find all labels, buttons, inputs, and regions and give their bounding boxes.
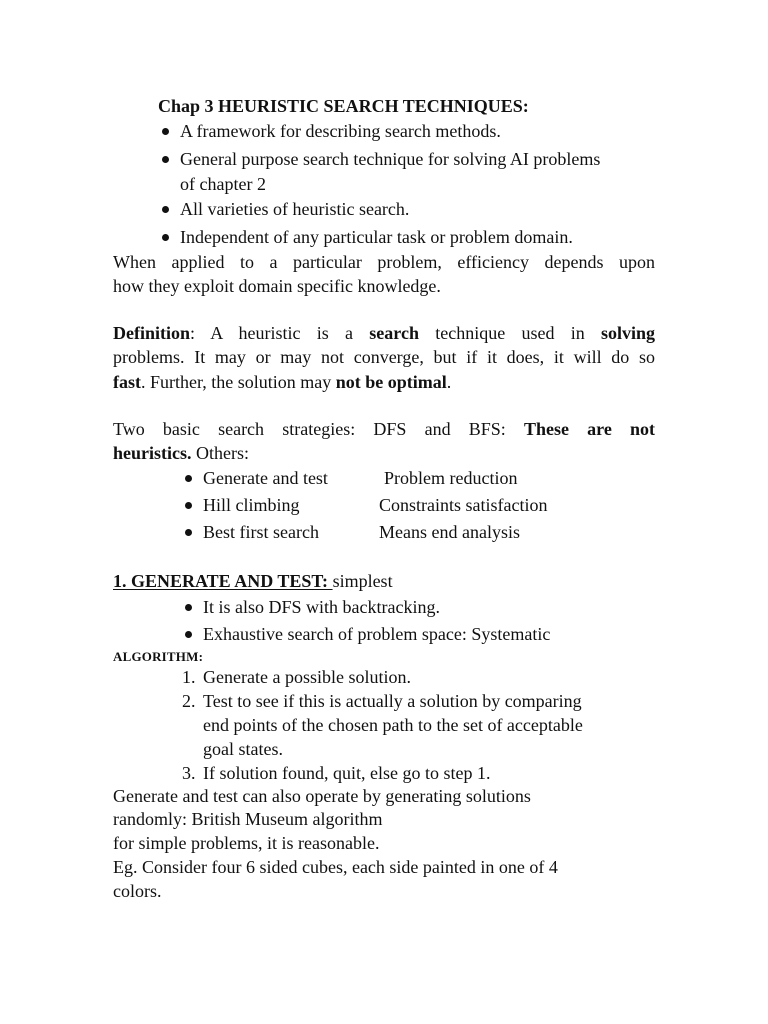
efficiency-line-2: how they exploit domain specific knowledge. [113, 276, 441, 296]
gt-bullet-2: Exhaustive search of problem space: Systematic [203, 624, 551, 644]
strategies-line-2 [113, 441, 249, 465]
step-2-line-3: goal states. [203, 739, 283, 759]
algorithm-label: ALGORITHM: [113, 649, 204, 664]
page-title: Chap 3 HEURISTIC SEARCH TECHNIQUES: [158, 96, 529, 116]
definition-line-2: problems. It may or may not converge, but if it does, it will do so [113, 347, 655, 367]
definition-text-1: : A heuristic is a [190, 323, 370, 343]
bullet-dot [162, 128, 169, 135]
strategy-right-1: Problem reduction [384, 468, 518, 488]
bullet-dot [185, 631, 192, 638]
closing-line-5: colors. [113, 881, 162, 901]
step-number-1: 1. [182, 667, 196, 687]
step-number-2: 2. [182, 691, 196, 711]
definition-label: Definition [113, 323, 191, 343]
step-1-line-1: Generate a possible solution. [203, 667, 411, 687]
closing-line-3: for simple problems, it is reasonable. [113, 833, 380, 853]
bullet-dot [185, 604, 192, 611]
bullet-dot [185, 502, 192, 509]
section-heading-suffix: simplest [332, 571, 393, 591]
step-2-line-2: end points of the chosen path to the set of acceptable [203, 715, 583, 735]
intro-bullet-3: All varieties of heuristic search. [180, 199, 410, 219]
section-heading [113, 569, 393, 593]
definition-line-3 [113, 370, 451, 394]
bullet-dot [185, 475, 192, 482]
definition-fast: fast [113, 372, 141, 392]
definition-solving: solving [600, 323, 655, 343]
bullet-dot [162, 234, 169, 241]
definition-text-2: technique used in [418, 323, 601, 343]
definition-line-1 [113, 321, 655, 345]
strategies-text-1: Two basic search strategies: DFS and BFS: [113, 419, 524, 439]
step-number-3: 3. [182, 763, 196, 783]
bullet-dot [162, 156, 169, 163]
strategy-left-1: Generate and test [203, 468, 328, 488]
bullet-dot [162, 206, 169, 213]
efficiency-line-1: When applied to a particular problem, efficiency depends upon [113, 252, 655, 272]
strategy-right-3: Means end analysis [379, 522, 520, 542]
intro-bullet-2: General purpose search technique for solving AI problems [180, 149, 601, 169]
intro-bullet-1: A framework for describing search methods. [180, 121, 501, 141]
closing-line-1: Generate and test can also operate by generating solutions [113, 786, 531, 806]
definition-search: search [369, 323, 419, 343]
intro-bullet-4: Independent of any particular task or problem domain. [180, 227, 573, 247]
strategies-text-2: Others: [191, 443, 249, 463]
section-heading-title: 1. GENERATE AND TEST: [113, 571, 333, 591]
closing-line-2: randomly: British Museum algorithm [113, 809, 383, 829]
bullet-dot [185, 529, 192, 536]
step-2-line-1: Test to see if this is actually a solution by comparing [203, 691, 582, 711]
strategies-line-1 [113, 417, 655, 441]
strategy-left-2: Hill climbing [203, 495, 300, 515]
definition-not-optimal: not be optimal [335, 372, 447, 392]
strategies-bold-2: heuristics. [113, 443, 192, 463]
strategies-bold-1: These are not [523, 419, 655, 439]
strategy-left-3: Best first search [203, 522, 319, 542]
gt-bullet-1: It is also DFS with backtracking. [203, 597, 440, 617]
definition-text-4: . [446, 372, 452, 392]
strategy-right-2: Constraints satisfaction [379, 495, 548, 515]
definition-text-3: . Further, the solution may [141, 372, 336, 392]
step-3-line-1: If solution found, quit, else go to step 1. [203, 763, 491, 783]
intro-bullet-2-cont: of chapter 2 [180, 174, 266, 194]
closing-line-4: Eg. Consider four 6 sided cubes, each side painted in one of 4 [113, 857, 558, 877]
